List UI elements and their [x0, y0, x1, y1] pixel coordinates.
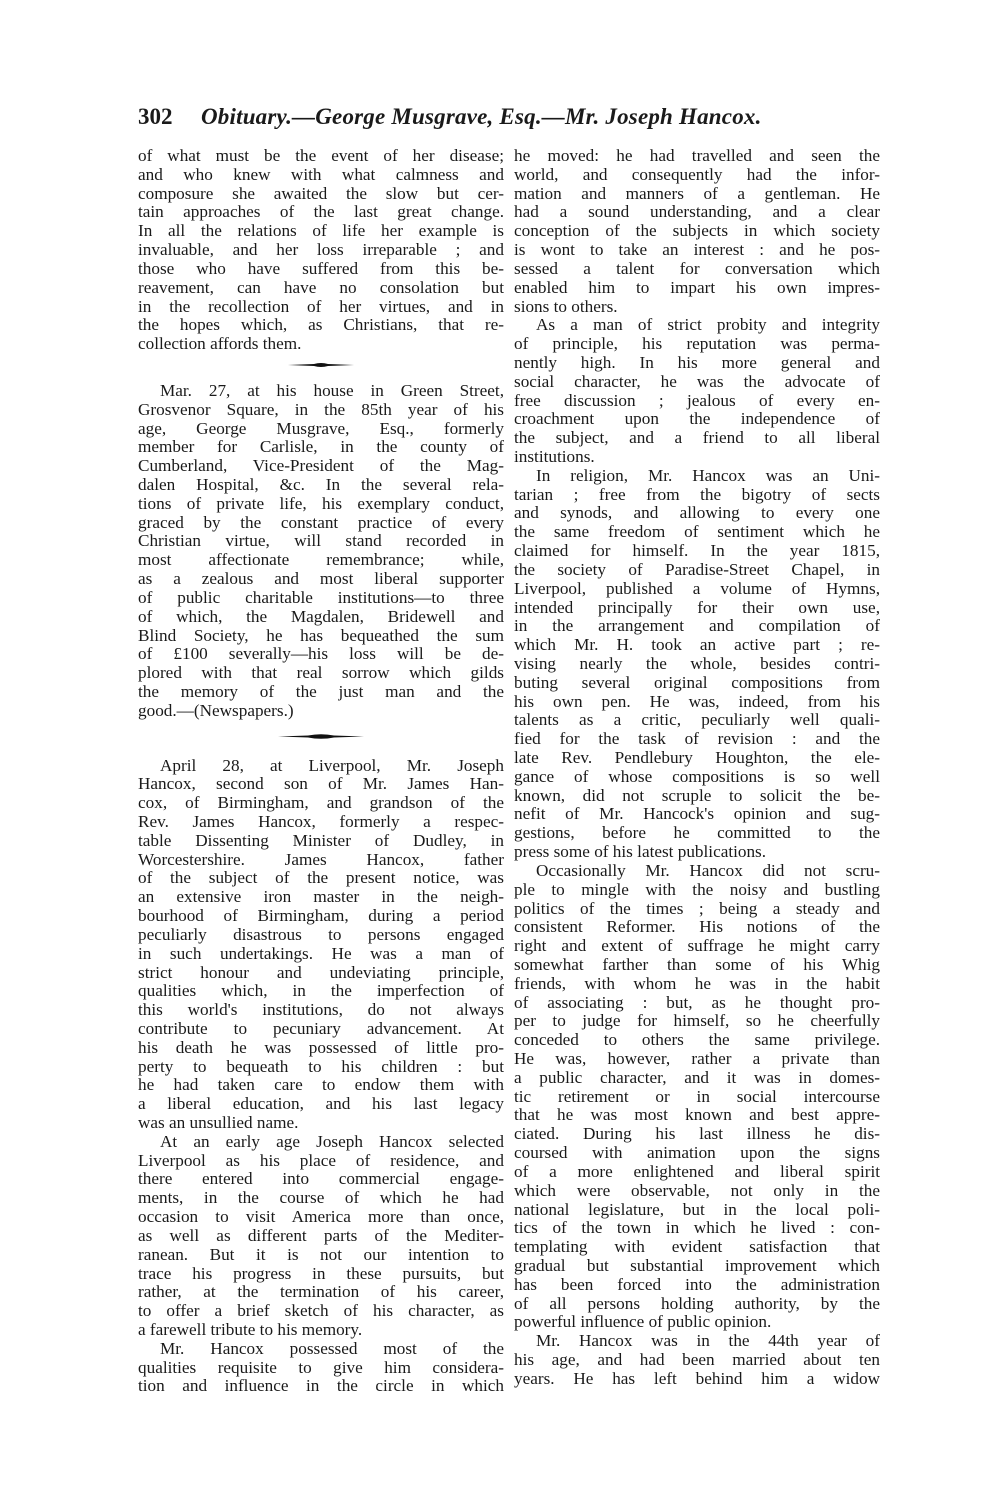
- text-line: the society of Paradise-Street Chapel, in: [514, 559, 880, 579]
- text-line: trace his progress in these pursuits, but: [138, 1263, 504, 1283]
- text-line: qualities requisite to give him considera-: [138, 1357, 504, 1377]
- text-line: sions to others.: [514, 296, 618, 316]
- text-line: was an unsullied name.: [138, 1113, 299, 1132]
- text-line: Hancox, second son of Mr. James Han-: [138, 774, 504, 794]
- text-line: as a zealous and most liberal supporter: [138, 569, 504, 589]
- paragraph-qualities: [138, 1340, 504, 1396]
- text-line: somewhat farther than some of his Whig: [514, 954, 880, 974]
- text-line: the hopes which, as Christians, that re-: [138, 315, 504, 335]
- text-line: He was, however, rather a private than: [514, 1049, 880, 1068]
- text-line: free discussion ; jealous of every en-: [514, 390, 880, 410]
- text-line: member for Carlisle, in the county of: [138, 437, 504, 457]
- text-line: a public character, and it was in domes-: [514, 1067, 880, 1087]
- text-line: Worcestershire. James Hancox, father: [138, 849, 504, 869]
- text-line: graced by the constant practice of every: [138, 512, 504, 532]
- text-line: mation and manners of a gentleman. He: [514, 183, 880, 203]
- text-line: is wont to take an interest : and he pos-: [514, 240, 880, 260]
- text-line: In all the relations of life her example is: [138, 221, 504, 241]
- text-line: ple to mingle with the noisy and bustling: [514, 879, 880, 899]
- text-line: Blind Society, he has bequeathed the sum: [138, 625, 504, 645]
- text-line: coursed with animation upon the signs: [514, 1143, 880, 1163]
- paragraph-age: [514, 1332, 880, 1388]
- text-line: gance of whose compositions is so well: [514, 766, 880, 786]
- text-line: vising nearly the whole, besides contri-: [514, 653, 880, 673]
- text-line: occasion to visit America more than once,: [138, 1207, 504, 1227]
- text-line: nefit of Mr. Hancock's opinion and sug-: [514, 804, 880, 824]
- paragraph-religion: [514, 467, 880, 862]
- text-line: dalen Hospital, &c. In the several rela-: [138, 475, 504, 494]
- text-line: to offer a brief sketch of his character, as: [138, 1301, 504, 1321]
- text-line: gradual but substantial improvement which: [514, 1255, 880, 1275]
- text-line: of all persons holding authority, by the: [514, 1293, 880, 1313]
- text-line: press some of his latest publications.: [514, 842, 767, 862]
- paragraph-probity: [514, 316, 880, 467]
- text-line: as well as different parts of the Mediter-: [138, 1225, 504, 1245]
- text-line: enabled him to impart his own impres-: [514, 277, 880, 297]
- text-line: the subject, and a friend to all liberal: [514, 428, 880, 448]
- text-line: in the recollection of her virtues, and in: [138, 296, 504, 316]
- obituary-hancox-intro: [138, 757, 504, 1133]
- text-line: Mr. Hancox was in the 44th year of: [536, 1331, 880, 1351]
- text-line: in the arrangement and compilation of: [514, 616, 880, 636]
- text-line: conception of the subjects in which society: [514, 221, 880, 241]
- text-line: friends, with whom he was in the habit: [514, 973, 880, 993]
- text-line: most affectionate remembrance; while,: [138, 550, 504, 570]
- text-line: Liverpool as his place of residence, and: [138, 1150, 504, 1170]
- paragraph-moved: [514, 147, 880, 316]
- text-line: of £100 severally—his loss will be de-: [138, 644, 504, 664]
- text-line: of public charitable institutions—to three: [138, 587, 504, 607]
- text-line: conceded to others the same privilege.: [514, 1030, 880, 1050]
- text-line: of a more enlightened and liberal spirit: [514, 1161, 880, 1181]
- text-line: his age, and had been married about ten: [514, 1350, 880, 1369]
- text-line: a farewell tribute to his memory.: [138, 1319, 363, 1339]
- text-line: an extensive iron master in the neigh-: [138, 887, 504, 907]
- text-line: there entered into commercial engage-: [138, 1169, 504, 1189]
- text-line: of which, the Magdalen, Bridewell and: [138, 606, 504, 626]
- text-line: and synods, and allowing to every one: [514, 503, 880, 523]
- text-line: years. He has left behind him a widow: [514, 1368, 880, 1388]
- text-line: he had taken care to endow them with: [138, 1075, 504, 1095]
- text-line: ranean. But it is not our intention to: [138, 1244, 504, 1264]
- text-line: tarian ; free from the bigotry of sects: [514, 484, 880, 504]
- text-line: tion and influence in the circle in which: [138, 1376, 504, 1396]
- text-line: April 28, at Liverpool, Mr. Joseph: [160, 755, 504, 775]
- text-line: his own pen. He was, indeed, from his: [514, 691, 880, 711]
- text-line: that he was most known and best appre-: [514, 1105, 880, 1125]
- paragraph-continuation: [138, 147, 504, 354]
- text-line: composure she awaited the slow but cer-: [138, 183, 504, 203]
- text-line: tain approaches of the last great change.: [138, 202, 504, 222]
- text-line: Mar. 27, at his house in Green Street,: [160, 380, 504, 400]
- text-line: ciated. During his last illness he dis-: [514, 1124, 880, 1144]
- text-line: politics of the times ; being a steady and: [514, 898, 880, 918]
- text-line: the memory of the just man and the: [138, 681, 504, 701]
- text-line: table Dissenting Minister of Dudley, in: [138, 830, 504, 850]
- text-line: talents as a critic, peculiarly well quali-: [514, 710, 880, 730]
- text-line: social character, he was the advocate of: [514, 371, 880, 391]
- text-line: tics of the town in which he lived : con-: [514, 1218, 880, 1238]
- text-line: age, George Musgrave, Esq., formerly: [138, 418, 504, 438]
- text-line: cox, of Birmingham, and grandson of the: [138, 793, 504, 813]
- left-column: [138, 147, 504, 1396]
- page-number: 302: [138, 104, 173, 129]
- text-line: a liberal education, and his last legacy: [138, 1094, 504, 1114]
- text-line: world, and consequently had the infor-: [514, 164, 880, 184]
- text-line: which Mr. H. took an active part ; re-: [514, 635, 880, 655]
- text-line: ments, in the course of which he had: [138, 1188, 504, 1208]
- text-line: buting several original compositions from: [514, 672, 880, 692]
- text-line: national legislature, but in the local poli-: [514, 1199, 880, 1219]
- ornamental-divider: [278, 733, 364, 739]
- text-line: croachment upon the independence of: [514, 409, 880, 429]
- text-line: reavement, can have no consolation but: [138, 277, 504, 297]
- text-line: this world's institutions, do not always: [138, 1000, 504, 1020]
- text-line: intended principally for their own use,: [514, 597, 880, 617]
- text-line: tions of private life, his exemplary conduct,: [138, 493, 504, 513]
- text-line: nently high. In his more general and: [514, 352, 880, 372]
- text-line: consistent Reformer. His notions of the: [514, 917, 880, 937]
- text-line: As a man of strict probity and integrity: [536, 315, 880, 335]
- text-line: fied for the task of revision : and the: [514, 729, 880, 749]
- text-line: has been forced into the administration: [514, 1274, 880, 1294]
- ornamental-divider: [288, 362, 354, 368]
- text-line: Mr. Hancox possessed most of the: [160, 1338, 504, 1358]
- text-line: perty to bequeath to his children : but: [138, 1056, 504, 1076]
- text-line: the same freedom of sentiment which he: [514, 522, 880, 542]
- text-line: Grosvenor Square, in the 85th year of his: [138, 399, 504, 419]
- text-line: invaluable, and her loss irreparable ; and: [138, 240, 504, 260]
- text-line: good.—(Newspapers.): [138, 700, 294, 720]
- text-line: qualities which, in the imperfection of: [138, 981, 504, 1001]
- text-line: had a sound understanding, and a clear: [514, 202, 880, 222]
- obituary-musgrave: [138, 382, 504, 721]
- text-line: in such undertakings. He was a man of: [138, 943, 504, 963]
- paragraph-liverpool: [138, 1133, 504, 1340]
- text-line: Christian virtue, will stand recorded in: [138, 531, 504, 551]
- text-line: plored with that real sorrow which gilds: [138, 663, 504, 683]
- text-line: Occasionally Mr. Hancox did not scru-: [536, 860, 880, 880]
- text-line: of principle, his reputation was perma-: [514, 334, 880, 354]
- text-line: contribute to pecuniary advancement. At: [138, 1018, 504, 1038]
- text-line: rather, at the termination of his career,: [138, 1282, 504, 1302]
- text-line: In religion, Mr. Hancox was an Uni-: [536, 465, 880, 485]
- running-header: [138, 104, 888, 134]
- text-line: powerful influence of public opinion.: [514, 1312, 772, 1332]
- right-column: [514, 147, 880, 1389]
- text-line: per to judge for himself, so he cheerfully: [514, 1011, 880, 1031]
- text-line: right and extent of suffrage he might carry: [514, 936, 880, 956]
- text-line: templating with evident satisfaction that: [514, 1237, 880, 1257]
- paragraph-politics: [514, 862, 880, 1332]
- ornament-rule-icon: [278, 733, 364, 740]
- text-line: At an early age Joseph Hancox selected: [160, 1131, 504, 1151]
- text-line: gestions, before he committed to the: [514, 823, 880, 843]
- text-line: Rev. James Hancox, formerly a respec-: [138, 812, 504, 831]
- text-line: Liverpool, published a volume of Hymns,: [514, 578, 880, 598]
- text-line: bourhood of Birmingham, during a period: [138, 906, 504, 926]
- text-line: late Rev. Pendlebury Houghton, the ele-: [514, 748, 880, 767]
- text-line: strict honour and undeviating principle,: [138, 962, 504, 982]
- text-line: and who knew with what calmness and: [138, 164, 504, 184]
- text-line: of the subject of the present notice, was: [138, 868, 504, 888]
- ornament-rule-icon: [288, 362, 354, 368]
- text-line: peculiarly disastrous to persons engaged: [138, 924, 504, 944]
- text-line: institutions.: [514, 447, 595, 466]
- running-title: Obituary.—George Musgrave, Esq.—Mr. Joseph Hancox.: [201, 104, 762, 129]
- text-line: sessed a talent for conversation which: [514, 258, 880, 278]
- text-line: of what must be the event of her disease;: [138, 146, 504, 165]
- text-line: of associating : but, as he thought pro-: [514, 992, 880, 1012]
- text-line: Cumberland, Vice-President of the Mag-: [138, 456, 504, 476]
- text-line: collection affords them.: [138, 334, 302, 354]
- text-line: which were observable, not only in the: [514, 1180, 880, 1200]
- text-line: those who have suffered from this be-: [138, 258, 504, 278]
- text-line: claimed for himself. In the year 1815,: [514, 541, 880, 561]
- text-line: his death he was possessed of little pro-: [138, 1037, 504, 1057]
- text-line: tic retirement or in social intercourse: [514, 1086, 880, 1106]
- text-line: known, did not scruple to solicit the be-: [514, 785, 880, 805]
- text-line: he moved: he had travelled and seen the: [514, 146, 880, 165]
